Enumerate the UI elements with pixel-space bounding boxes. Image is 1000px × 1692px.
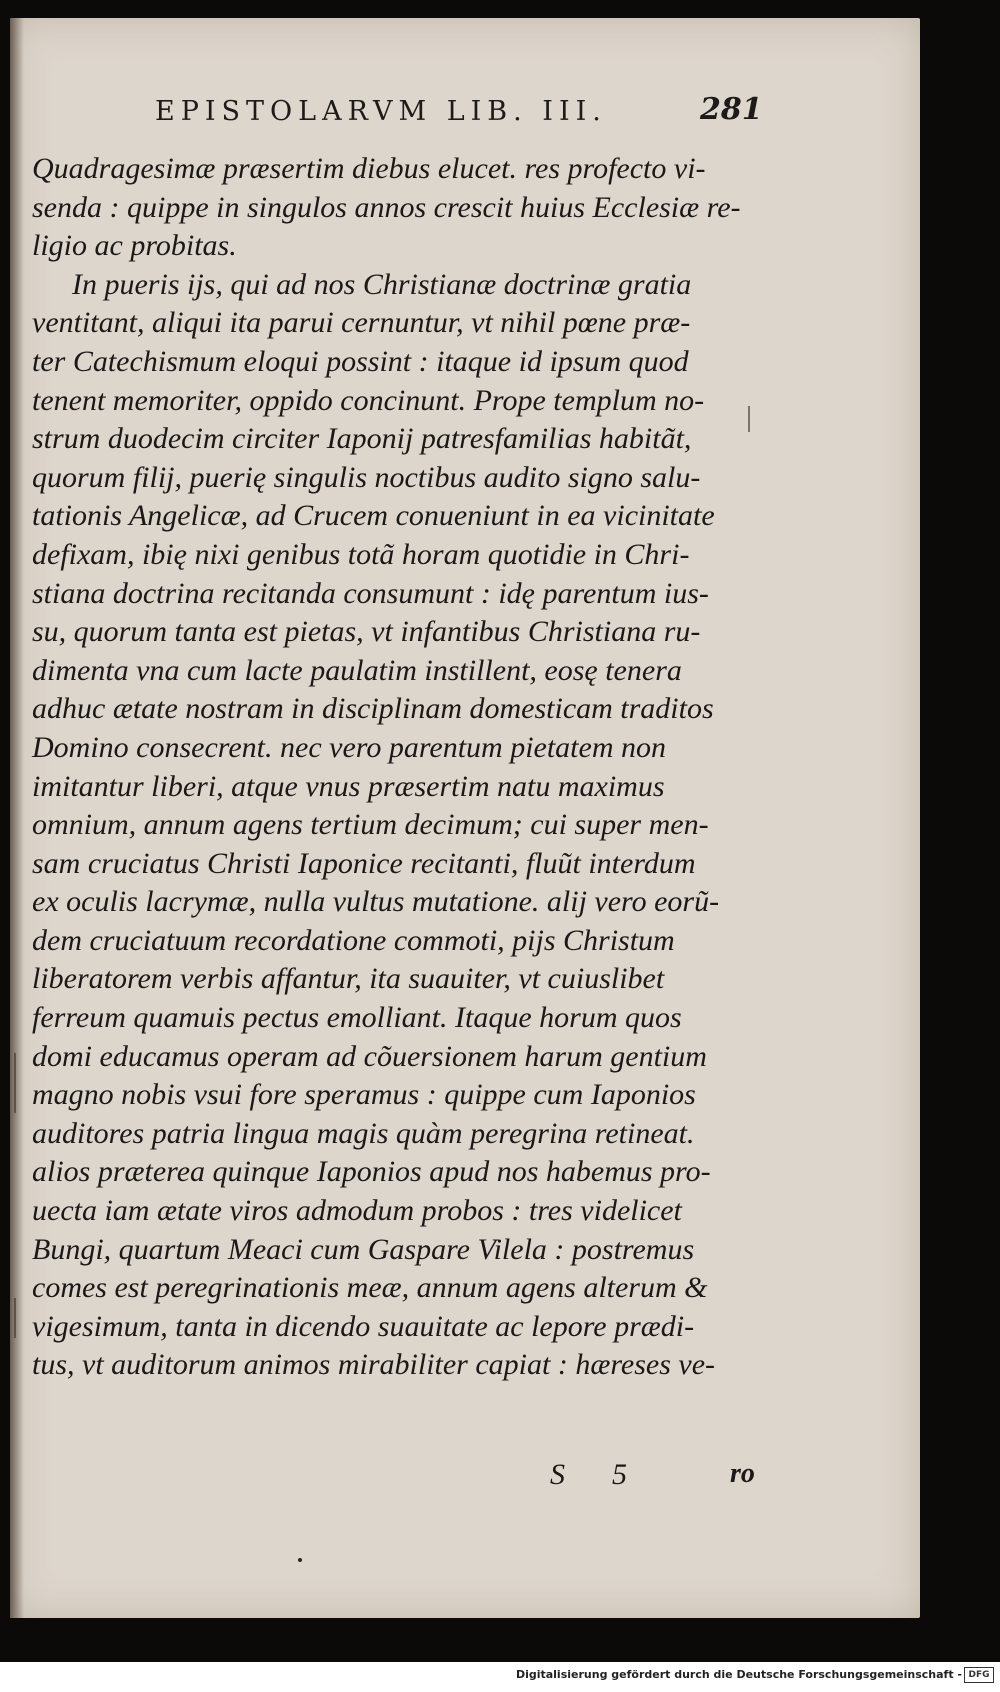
ink-speck — [298, 1558, 302, 1562]
signature-mark: S — [550, 1458, 565, 1491]
text-line: tationis Angelicæ, ad Crucem conueniunt in ea vicinitate — [32, 499, 715, 533]
text-line: quorum filij, puerię singulis noctibus audito signo salu- — [32, 460, 701, 494]
text-line: strum duodecim circiter Iaponij patresfamilias habitãt, — [32, 422, 692, 456]
text-line: auditores patria lingua magis quàm peregrina retineat. — [32, 1116, 695, 1150]
text-line: tenent memoriter, oppido concinunt. Prope templum no- — [32, 383, 705, 417]
text-line: dimenta vna cum lacte paulatim instillent, eosę tenera — [32, 653, 682, 687]
text-line: senda : quippe in singulos annos crescit huius Ecclesiæ re- — [32, 190, 741, 224]
text-line: liberatorem verbis affantur, ita suauiter, vt cuiuslibet — [32, 962, 665, 996]
margin-mark — [14, 1298, 16, 1338]
text-line: su, quorum tanta est pietas, vt infantibus Christiana ru- — [32, 615, 701, 649]
footer-bar — [0, 1662, 1000, 1692]
text-line: alios præterea quinque Iaponios apud nos habemus pro- — [32, 1155, 711, 1189]
book-page — [10, 18, 920, 1618]
text-line: sam cruciatus Christi Iaponice recitanti, fluũt interdum — [32, 846, 696, 880]
text-line: dem cruciatuum recordatione commoti, pijs Christum — [32, 923, 675, 957]
body-text — [32, 150, 741, 1385]
text-line: adhuc ætate nostram in disciplinam domesticam traditos — [32, 692, 714, 726]
text-line: magno nobis vsui fore speramus : quippe cum Iaponios — [32, 1078, 696, 1112]
text-line: ferreum quamuis pectus emolliant. Itaque horum quos — [32, 1001, 682, 1035]
text-line: Quadragesimæ præsertim diebus elucet. res profecto vi- — [32, 152, 706, 185]
page-number: 281 — [700, 92, 763, 127]
text-line: tus, vt auditorum animos mirabiliter capiat : hæreses ve- — [32, 1348, 715, 1382]
text-line: defixam, ibię nixi genibus totã horam quotidie in Chri- — [32, 537, 690, 571]
text-line: uecta iam ætate viros admodum probos : tres videlicet — [32, 1194, 682, 1228]
footer-credit: Digitalisierung gefördert durch die Deutsche Forschungsgemeinschaft - — [515, 1668, 962, 1681]
text-line: Domino consecrent. nec vero parentum pietatem non — [32, 730, 666, 764]
text-line: ligio ac probitas. — [32, 229, 237, 263]
signature-mark-number: 5 — [612, 1458, 627, 1491]
text-line: Bungi, quartum Meaci cum Gaspare Vilela : postremus — [32, 1232, 695, 1266]
text-line: In pueris ijs, qui ad nos Christianæ doctrinæ gratia — [72, 267, 692, 301]
text-line: ventitant, aliqui ita parui cernuntur, vt nihil pœne præ- — [32, 306, 691, 340]
text-line: comes est peregrinationis meæ, annum agens alterum & — [32, 1271, 708, 1305]
text-line: ter Catechismum eloqui possint : itaque id ipsum quod — [32, 344, 689, 378]
text-line: vigesimum, tanta in dicendo suauitate ac lepore prædi- — [32, 1309, 695, 1343]
dfg-logo-icon: DFG — [964, 1667, 994, 1683]
text-line: domi educamus operam ad cõuersionem harum gentium — [32, 1039, 707, 1073]
catchword: ro — [730, 1458, 755, 1489]
text-line: omnium, annum agens tertium decimum; cui super men- — [32, 808, 709, 842]
text-line: ex oculis lacrymæ, nulla vultus mutatione. alij vero eorũ- — [32, 885, 720, 919]
text-line: stiana doctrina recitanda consumunt : idę parentum ius- — [32, 576, 709, 610]
margin-mark — [14, 1053, 16, 1113]
running-head: EPISTOLARVM LIB. III. — [155, 96, 607, 127]
margin-mark — [748, 406, 750, 432]
text-line: imitantur liberi, atque vnus præsertim natu maximus — [32, 769, 665, 803]
spine-shadow — [10, 18, 24, 1618]
